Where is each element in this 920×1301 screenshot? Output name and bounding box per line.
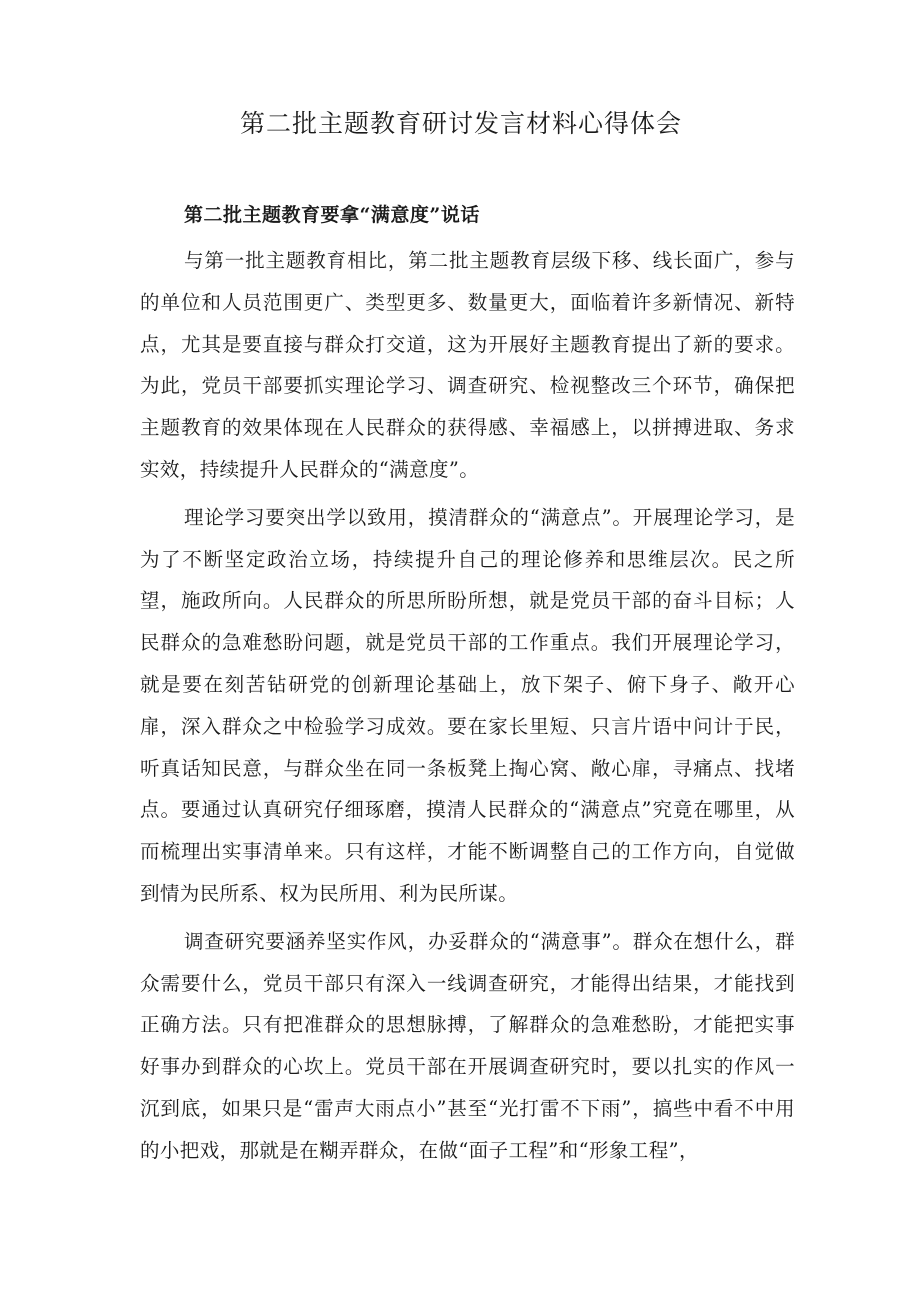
document-subtitle: 第二批主题教育要拿“满意度”说话 xyxy=(184,204,480,226)
paragraph-research: 调查研究要涵养坚实作风，办妥群众的“满意事”。群众在想什么，群众需要什么，党员干部只有深入一线调查研究，才能得出结果，才能找到正确方法。只有把准群众的思想脉搏，了解群众的急难愁盼，才能把实事好事办到群众的心坎上。党员干部在开展调查研究时，要以扎实的作风一沉到底，如果只是“雷声大雨点小”甚至“光打雷不下雨”，搞些中看不中用的小把戏，那就是在糊弄群众，在做“面子工程”和“形象工程”， xyxy=(140,929,795,1162)
paragraph-intro: 与第一批主题教育相比，第二批主题教育层级下移、线长面广，参与的单位和人员范围更广、类型更多、数量更大，面临着许多新情况、新特点，尤其是要直接与群众打交道，这为开展好主题教育提出了新的要求。为此，党员干部要抓实理论学习、调查研究、检视整改三个环节，确保把主题教育的效果体现在人民群众的获得感、幸福感上，以拼搏进取、务求实效，持续提升人民群众的“满意度”。 xyxy=(140,249,795,481)
document-body xyxy=(140,240,795,1172)
document-title: 第二批主题教育研讨发言材料心得体会 xyxy=(239,109,682,138)
paragraph-theory-study: 理论学习要突出学以致用，摸清群众的“满意点”。开展理论学习，是为了不断坚定政治立场，持续提升自己的理论修养和思维层次。民之所望，施政所向。人民群众的所思所盼所想，就是党员干部的奋斗目标；人民群众的急难愁盼问题，就是党员干部的工作重点。我们开展理论学习，就是要在刻苦钻研党的创新理论基础上，放下架子、俯下身子、敞开心扉，深入群众之中检验学习成效。要在家长里短、只言片语中问计于民，听真话知民意，与群众坐在同一条板凳上掏心窝、敞心扉，寻痛点、找堵点。要通过认真研究仔细琢磨，摸清人民群众的“满意点”究竟在哪里，从而梳理出实事清单来。只有这样，才能不断调整自己的工作方向，自觉做到情为民所系、权为民所用、利为民所谋。 xyxy=(140,505,795,905)
